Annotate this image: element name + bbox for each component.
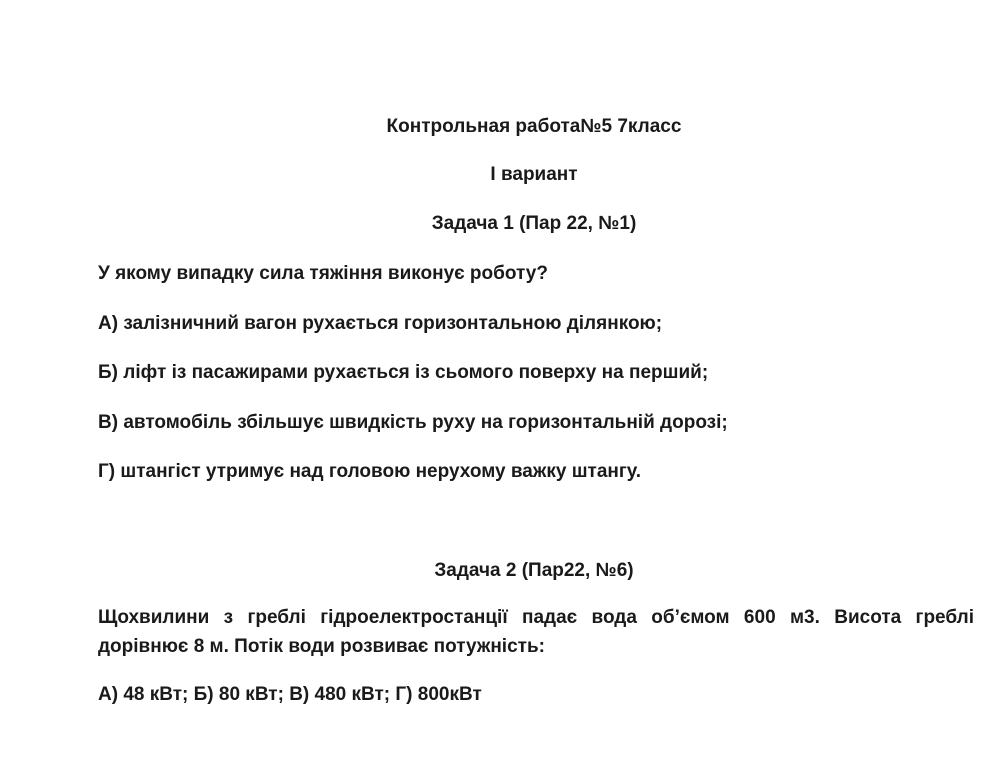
task1-option-c: В) автомобіль збільшує швидкість руху на горизонтальній дорозі; xyxy=(98,412,728,433)
task2-answers: А) 48 кВт; Б) 80 кВт; В) 480 кВт; Г) 800кВт xyxy=(98,684,482,705)
task1-question: У якому випадку сила тяжіння виконує роботу? xyxy=(98,263,548,284)
task1-option-b: Б) ліфт із пасажирами рухається із сьомого поверху на перший; xyxy=(98,362,709,383)
task2-heading: Задача 2 (Пар22, №6) xyxy=(434,560,634,581)
task2-question: Щохвилини з греблі гідроелектростанції падає вода об’ємом 600 м3. Висота греблі дорівнює 8 м. Потік води розвиває потужність: xyxy=(98,607,974,657)
task1-heading: Задача 1 (Пар 22, №1) xyxy=(431,213,637,234)
task1-option-a: А) залізничний вагон рухається горизонтальною ділянкою; xyxy=(98,313,663,334)
variant-label: І вариант xyxy=(490,164,578,185)
document-title: Контрольная работа№5 7класс xyxy=(386,116,682,137)
task1-option-d: Г) штангіст утримує над головою нерухому важку штангу. xyxy=(98,461,641,482)
